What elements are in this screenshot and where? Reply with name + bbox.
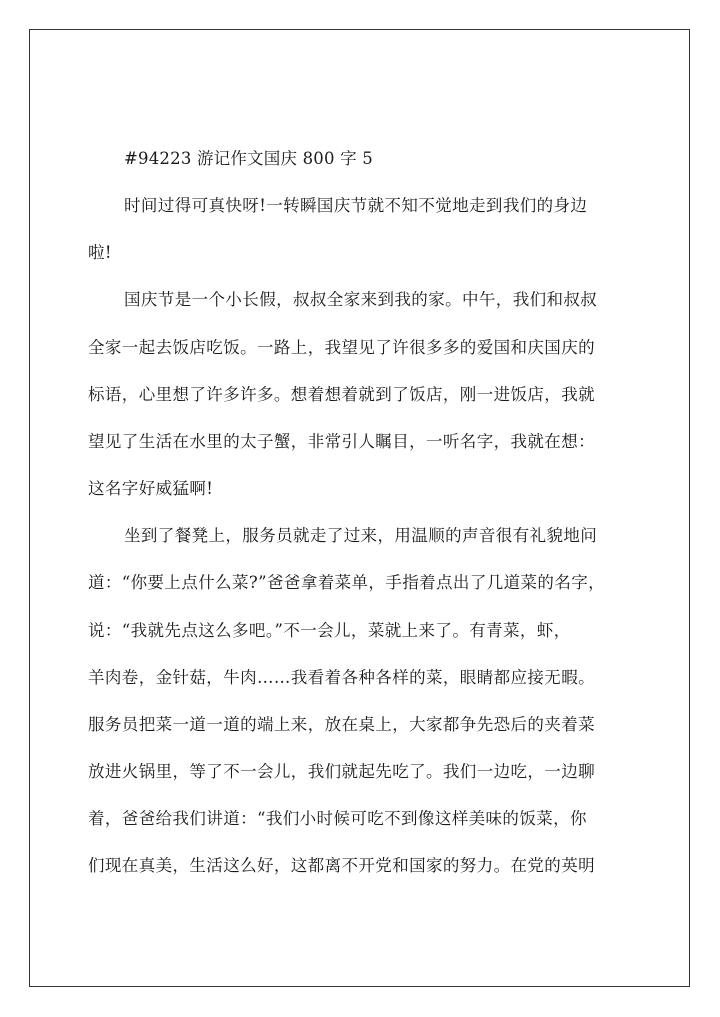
paragraph-line: 这名字好威猛啊! bbox=[88, 479, 214, 498]
paragraph-line: 羊肉卷，金针菇，牛肉……我看着各种各样的菜，眼睛都应接无暇。 bbox=[88, 668, 595, 687]
paragraph-line: 国庆节是一个小长假，叔叔全家来到我的家。中午，我们和叔叔 bbox=[124, 290, 598, 309]
paragraph-line: 服务员把菜一道一道的端上来，放在桌上，大家都争先恐后的夹着菜 bbox=[88, 715, 595, 734]
paragraph-line: 啦! bbox=[88, 243, 112, 262]
paragraph-line: 们现在真美，生活这么好，这都离不开党和国家的努力。在党的英明 bbox=[88, 856, 595, 875]
page-border bbox=[29, 29, 690, 987]
paragraph-line: 着，爸爸给我们讲道：“我们小时候可吃不到像这样美味的饭菜，你 bbox=[88, 809, 587, 828]
paragraph-line: 道：“你要上点什么菜?”爸爸拿着菜单，手指着点出了几道菜的名字， bbox=[88, 573, 606, 592]
paragraph-line: 望见了生活在水里的太子蟹，非常引人瞩目，一听名字，我就在想： bbox=[88, 432, 595, 451]
paragraph-line: 坐到了餐凳上，服务员就走了过来，用温顺的声音很有礼貌地问 bbox=[124, 526, 598, 545]
paragraph-line: 说：“我就先点这么多吧。”不一会儿，菜就上来了。有青菜，虾， bbox=[88, 621, 571, 640]
paragraph-line: 全家一起去饭店吃饭。一路上，我望见了许很多多的爱国和庆国庆的 bbox=[88, 338, 595, 357]
document-title: #94223 游记作文国庆 800 字 5 bbox=[124, 149, 373, 168]
paragraph-line: 放进火锅里，等了不一会儿，我们就起先吃了。我们一边吃，一边聊 bbox=[88, 762, 595, 781]
paragraph-line: 标语，心里想了许多许多。想着想着就到了饭店，刚一进饭店，我就 bbox=[88, 385, 595, 404]
paragraph-line: 时间过得可真快呀!一转瞬国庆节就不知不觉地走到我们的身边 bbox=[124, 196, 588, 215]
